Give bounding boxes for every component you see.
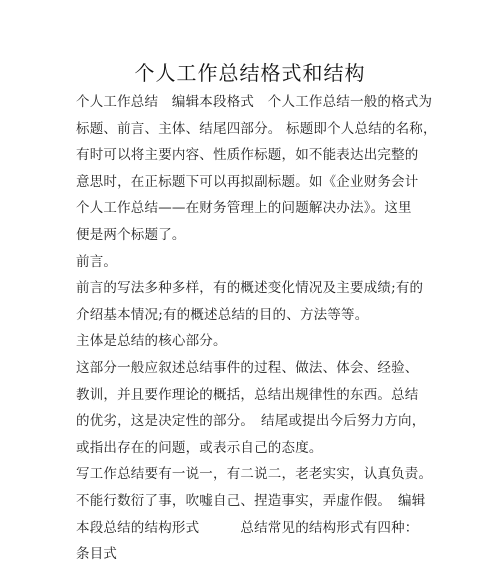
- paragraph-line: 不能行数衍了事，吹嘘自己、捏造事实，弄虚作假。 编辑: [76, 492, 426, 509]
- paragraph-line: 教训，并且要作理论的概括，总结出规律性的东西。总结: [76, 386, 419, 403]
- paragraph-line: 本段总结的结构形式 总结常见的结构形式有四种：: [76, 519, 419, 536]
- paragraph-line: 前言。: [76, 253, 118, 270]
- paragraph-line: 便是两个标题了。: [76, 226, 186, 243]
- paragraph-line: 的优劣，这是决定性的部分。 结尾或提出今后努力方向，: [76, 413, 426, 430]
- page-title: 个人工作总结格式和结构: [134, 61, 366, 85]
- paragraph-line: 标题、前言、主体、结尾四部分。 标题即个人总结的名称，: [76, 120, 437, 137]
- paragraph-line: 前言的写法多种多样，有的概述变化情况及主要成绩;有的: [76, 280, 424, 297]
- paragraph-line: 个人工作总结——在财务管理上的问题解决办法》。这里: [76, 200, 412, 217]
- document-body: [76, 89, 436, 568]
- paragraph-line: 有时可以将主要内容、性质作标题，如不能表达出完整的: [76, 147, 419, 164]
- paragraph-line: 这部分一般应叙述总结事件的过程、做法、体会、经验、: [76, 359, 419, 376]
- paragraph-line: 个人工作总结 编辑本段格式 个人工作总结一般的格式为: [76, 94, 433, 110]
- paragraph-line: 或指出存在的问题，或表示自己的态度。: [76, 439, 323, 456]
- paragraph-line: 意思时，在正标题下可以再拟副标题。如《企业财务会计: [76, 173, 419, 190]
- paragraph-line: 介绍基本情况;有的概述总结的目的、方法等等。: [76, 306, 369, 323]
- paragraph-line: 条目式: [76, 546, 118, 563]
- paragraph-line: 主体是总结的核心部分。: [76, 333, 227, 350]
- paragraph-line: 写工作总结要有一说一，有二说二，老老实实，认真负责。: [76, 466, 433, 483]
